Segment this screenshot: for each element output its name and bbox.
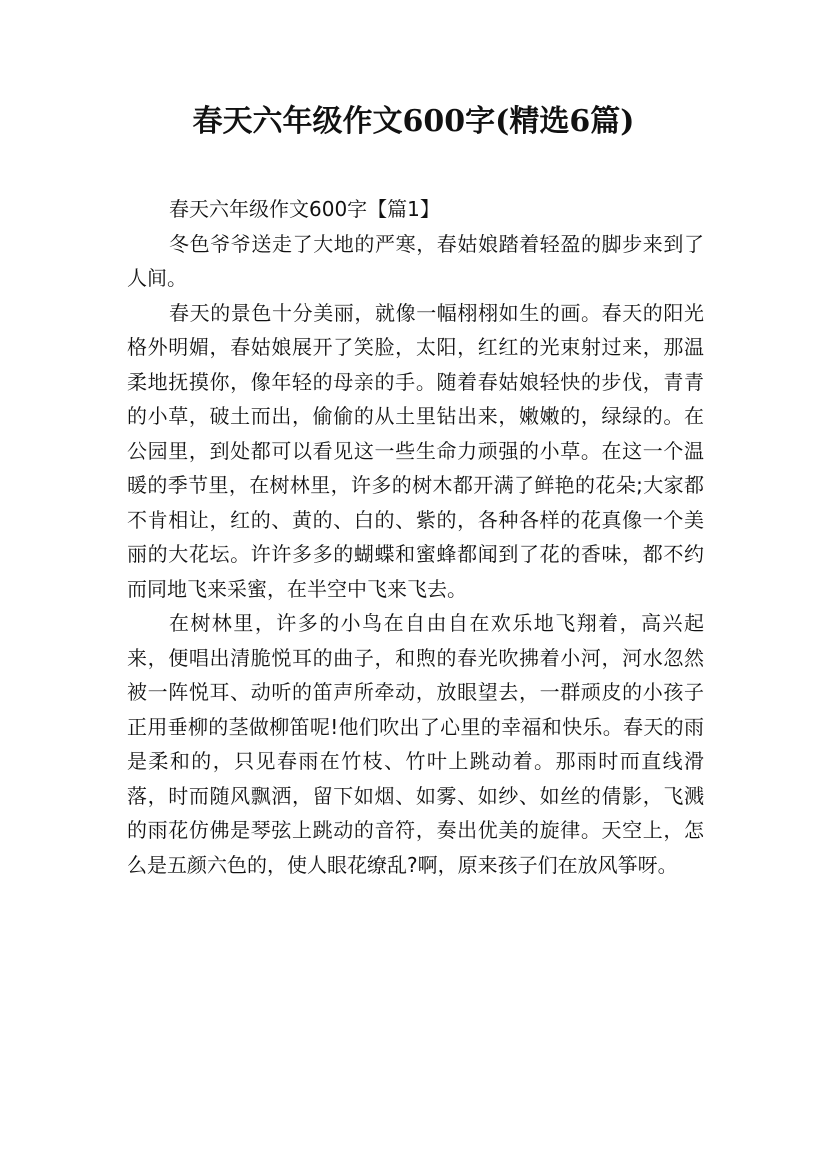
- paragraph-1: 冬色爷爷送走了大地的严寒，春姑娘踏着轻盈的脚步来到了人间。: [127, 231, 704, 290]
- document-title: 春天六年级作文600字(精选6篇): [192, 104, 635, 139]
- paragraph-2: 春天的景色十分美丽，就像一幅栩栩如生的画。春天的阳光格外明媚，春姑娘展开了笑脸，太阳，红红的光束射过来，那温柔地抚摸你，像年轻的母亲的手。随着春姑娘轻快的步伐，青青的小草，破土而出，偷偷的从土里钻出来，嫩嫩的，绿绿的。在公园里，到处都可以看见这一些生命力顽强的小草。在这一个温暖的季节里，在树林里，许多的树木都开满了鲜艳的花朵;大家都不肯相让，红的、黄的、白的、紫的，各种各样的花真像一个美丽的大花坛。许许多多的蝴蝶和蜜蜂都闻到了花的香味，都不约而同地飞来采蜜，在半空中飞来飞去。: [127, 300, 704, 601]
- paragraph-3: 在树林里，许多的小鸟在自由自在欢乐地飞翔着，高兴起来，便唱出清脆悦耳的曲子，和煦的春光吹拂着小河，河水忽然被一阵悦耳、动听的笛声所牵动，放眼望去，一群顽皮的小孩子正用垂柳的茎做柳笛呢!他们吹出了心里的幸福和快乐。春天的雨是柔和的，只见春雨在竹枝、竹叶上跳动着。那雨时而直线滑落，时而随风飘洒，留下如烟、如雾、如纱、如丝的倩影，飞溅的雨花仿佛是琴弦上跳动的音符，奏出优美的旋律。天空上，怎么是五颜六色的，使人眼花缭乱?啊，原来孩子们在放风筝呀。: [127, 611, 704, 877]
- section-heading: 春天六年级作文600字【篇1】: [169, 197, 440, 221]
- document-body: [127, 192, 704, 882]
